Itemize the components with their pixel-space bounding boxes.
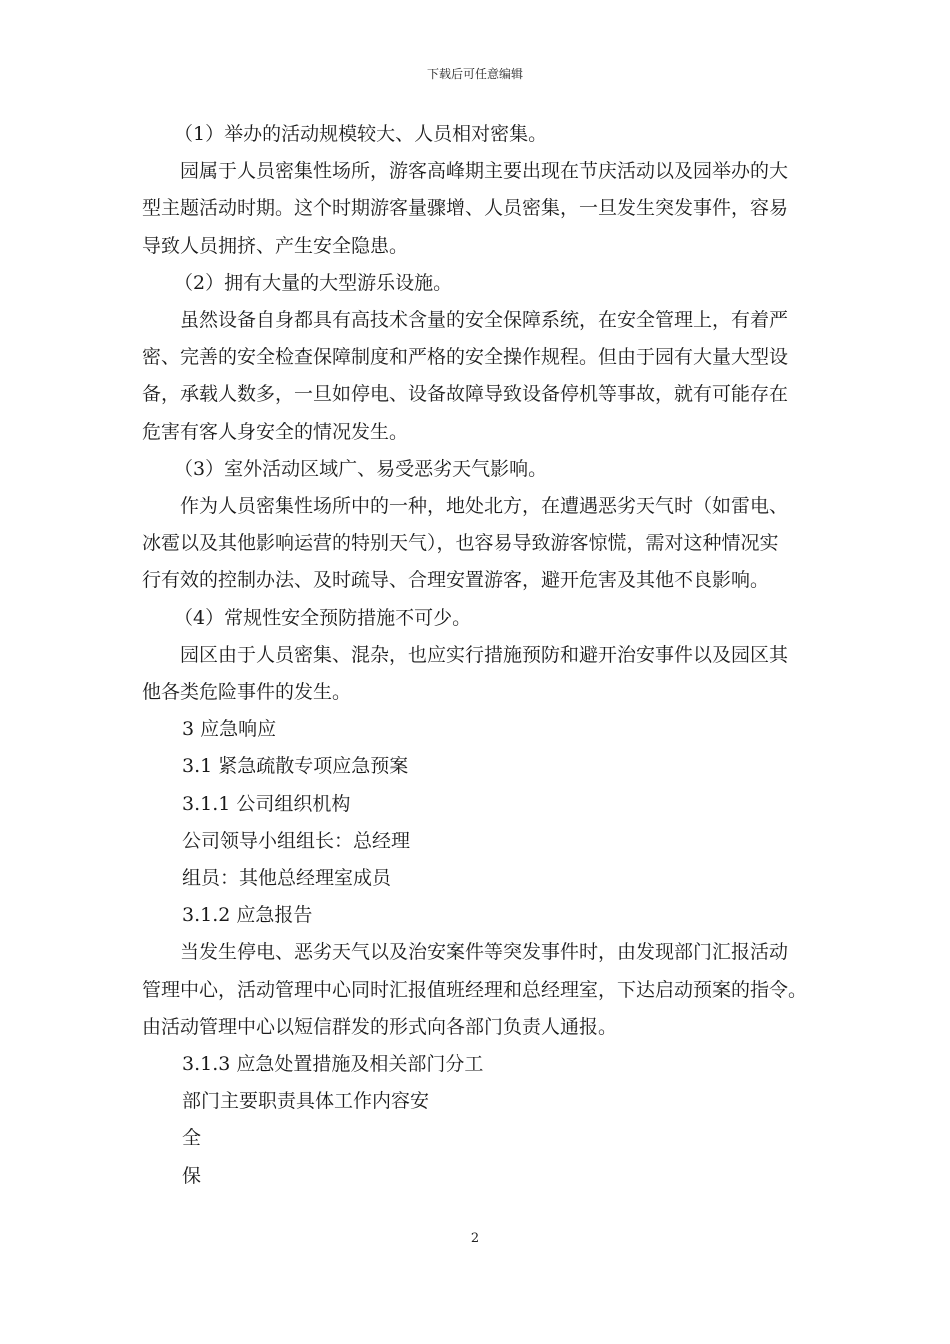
page-number: 2 xyxy=(470,1231,480,1246)
heading-item-3: （3）室外活动区域广、易受恶劣天气影响。 xyxy=(174,457,548,480)
paragraph-line: 危害有客人身安全的情况发生。 xyxy=(142,420,409,443)
subsection-heading: 3.1.3 应急处置措施及相关部门分工 xyxy=(182,1053,484,1076)
subsection-heading: 3.1.1 公司组织机构 xyxy=(182,792,351,815)
paragraph-line: 当发生停电、恶劣天气以及治安案件等突发事件时，由发现部门汇报活动 xyxy=(180,941,789,964)
document-body xyxy=(142,116,810,1195)
paragraph-line: 行有效的控制办法、及时疏导、合理安置游客，避开危害及其他不良影响。 xyxy=(142,569,770,592)
paragraph-line: 型主题活动时期。这个时期游客量骤增、人员密集，一旦发生突发事件，容易 xyxy=(142,197,789,220)
paragraph-line: 保 xyxy=(182,1164,202,1187)
paragraph-line: 密、完善的安全检查保障制度和严格的安全操作规程。但由于园有大量大型设 xyxy=(142,346,789,369)
subsection-heading: 3.1 紧急疏散专项应急预案 xyxy=(182,755,409,778)
paragraph-line: 由活动管理中心以短信群发的形式向各部门负责人通报。 xyxy=(142,1015,618,1038)
paragraph-line: 管理中心，活动管理中心同时汇报值班经理和总经理室，下达启动预案的指令。 xyxy=(142,978,808,1001)
paragraph-line: 他各类危险事件的发生。 xyxy=(142,681,352,704)
paragraph-line: 备，承载人数多，一旦如停电、设备故障导致设备停机等事故，就有可能存在 xyxy=(142,383,789,406)
paragraph-line: 园区由于人员密集、混杂，也应实行措施预防和避开治安事件以及园区其 xyxy=(180,643,789,666)
section-heading: 3 应急响应 xyxy=(182,718,277,741)
heading-item-1: （1）举办的活动规模较大、人员相对密集。 xyxy=(174,123,548,145)
heading-item-2: （2）拥有大量的大型游乐设施。 xyxy=(174,271,453,294)
paragraph-line: 园属于人员密集性场所，游客高峰期主要出现在节庆活动以及园举办的大 xyxy=(180,160,789,183)
paragraph-line: 组员：其他总经理室成员 xyxy=(182,867,392,890)
paragraph-line: 公司领导小组组长：总经理 xyxy=(182,829,411,852)
paragraph-line: 作为人员密集性场所中的一种，地处北方，在遭遇恶劣天气时（如雷电、 xyxy=(180,495,789,518)
paragraph-line: 冰雹以及其他影响运营的特别天气），也容易导致游客惊慌，需对这种情况实 xyxy=(142,532,779,555)
paragraph-line: 全 xyxy=(182,1127,202,1150)
paragraph-line: 导致人员拥挤、产生安全隐患。 xyxy=(142,234,409,257)
heading-item-4: （4）常规性安全预防措施不可少。 xyxy=(174,606,472,629)
paragraph-line: 部门主要职责具体工作内容安 xyxy=(182,1090,430,1113)
page-header: 下载后可任意编辑 xyxy=(426,67,523,81)
subsection-heading: 3.1.2 应急报告 xyxy=(182,904,313,927)
paragraph-line: 虽然设备自身都具有高技术含量的安全保障系统，在安全管理上，有着严 xyxy=(180,309,789,332)
